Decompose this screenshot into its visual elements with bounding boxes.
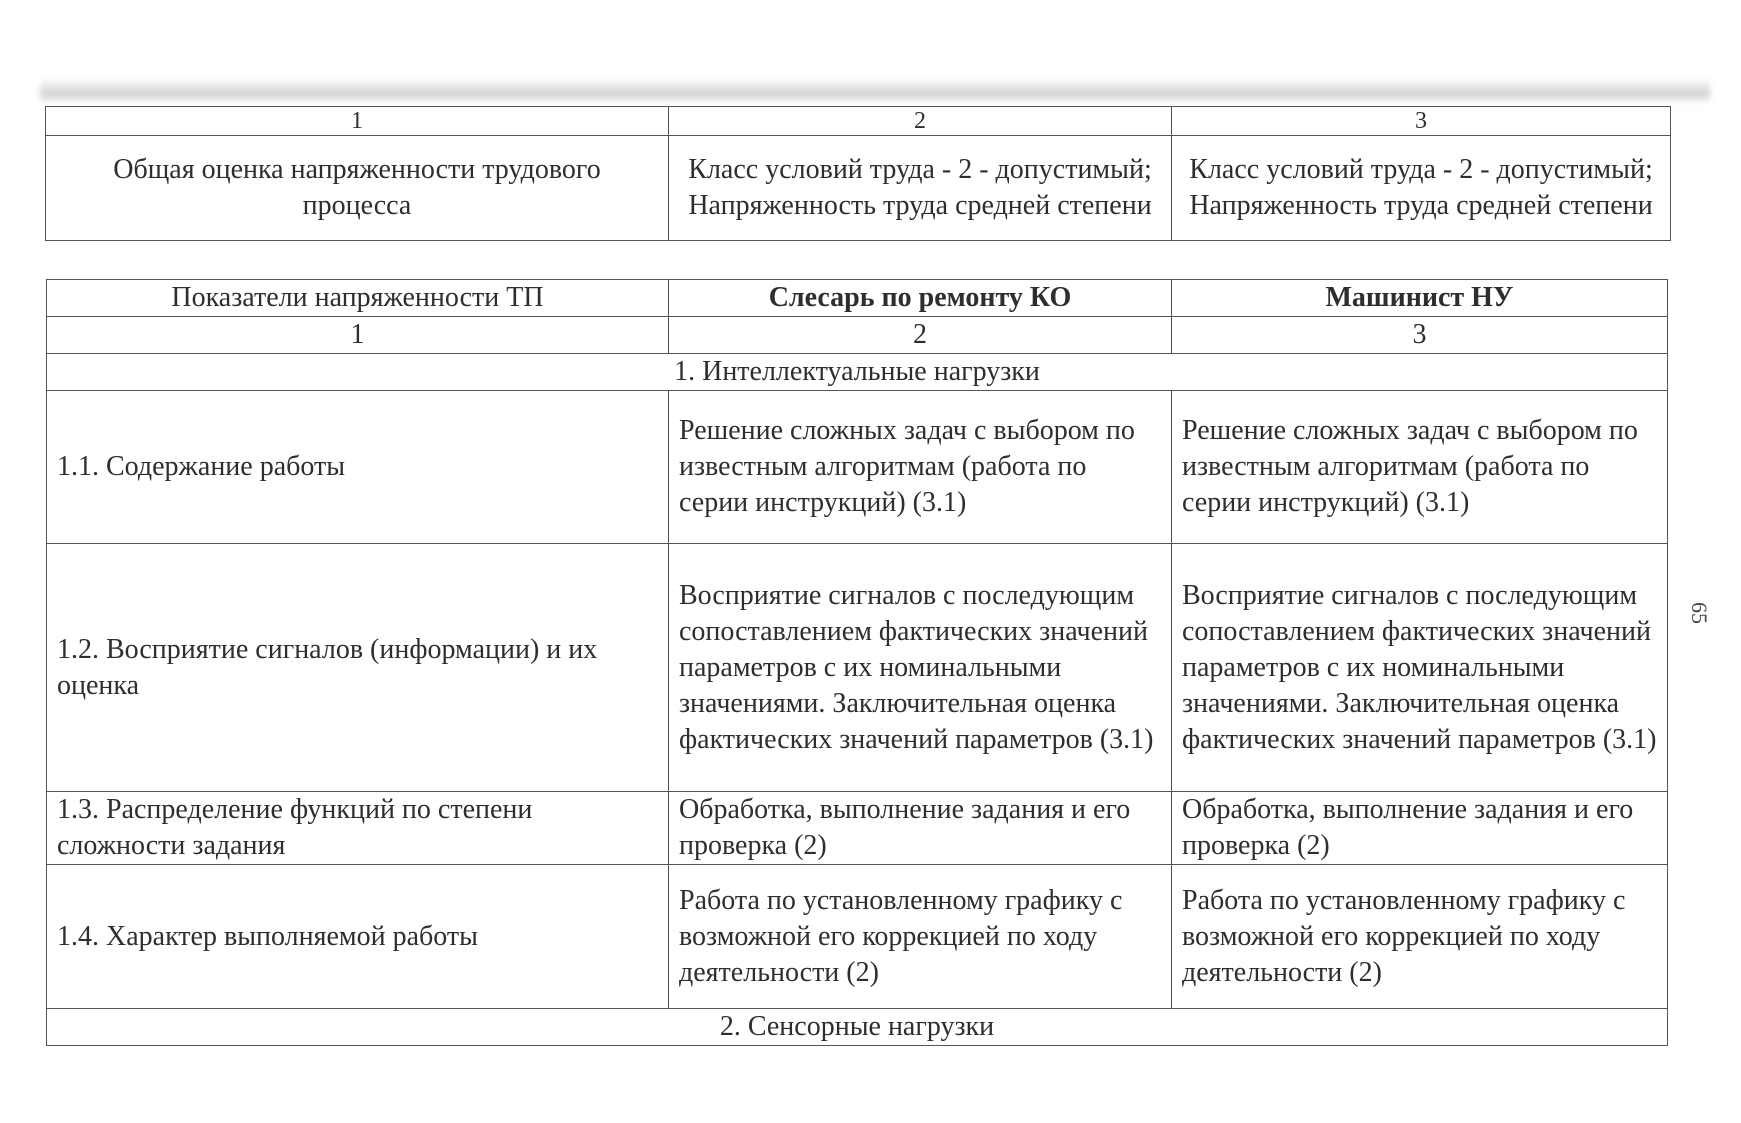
section-row — [47, 1009, 1668, 1046]
section-intellectual: 1. Интеллектуальные нагрузки — [47, 354, 1668, 391]
column-number-2: 2 — [669, 107, 1172, 136]
row-col2: Восприятие сигналов с последующим сопоставлением фактических значений параметров с их номинальными значениями. Заключительная оценка фактических значений параметров (3.1) — [669, 544, 1172, 792]
column-number-2: 2 — [669, 317, 1172, 354]
row-col2: Обработка, выполнение задания и его проверка (2) — [669, 792, 1172, 865]
tension-indicators-table — [46, 279, 1668, 1046]
row-col3: Восприятие сигналов с последующим сопоставлением фактических значений параметров с их номинальными значениями. Заключительная оценка фактических значений параметров (3.1) — [1172, 544, 1668, 792]
header-col2: Слесарь по ремонту КО — [669, 280, 1172, 317]
row-label: 1.4. Характер выполняемой работы — [47, 865, 669, 1009]
column-number-3: 3 — [1172, 317, 1668, 354]
column-number-3: 3 — [1172, 107, 1671, 136]
row-label: 1.3. Распределение функций по степени сложности задания — [47, 792, 669, 865]
section-sensory: 2. Сенсорные нагрузки — [47, 1009, 1668, 1046]
page-number: 65 — [1687, 602, 1712, 624]
summary-label: Общая оценка напряженности трудового процесса — [46, 136, 669, 241]
row-label: 1.1. Содержание работы — [47, 391, 669, 544]
row-label: 1.2. Восприятие сигналов (информации) и их оценка — [47, 544, 669, 792]
scan-shadow — [40, 78, 1710, 102]
column-number-row — [46, 107, 1671, 136]
row-col3: Решение сложных задач с выбором по известным алгоритмам (работа по серии инструкций) (3.1) — [1172, 391, 1668, 544]
row-col2: Работа по установленному графику с возможной его коррекцией по ходу деятельности (2) — [669, 865, 1172, 1009]
summary-col2: Класс условий труда - 2 - допустимый; Напряженность труда средней степени — [669, 136, 1172, 241]
table-row — [47, 544, 1668, 792]
column-number-1: 1 — [47, 317, 669, 354]
table-row — [47, 865, 1668, 1009]
row-col2: Решение сложных задач с выбором по известным алгоритмам (работа по серии инструкций) (3.1) — [669, 391, 1172, 544]
row-col3: Работа по установленному графику с возможной его коррекцией по ходу деятельности (2) — [1172, 865, 1668, 1009]
table-row — [47, 391, 1668, 544]
summary-table — [45, 106, 1671, 241]
table-row — [47, 792, 1668, 865]
header-row — [47, 280, 1668, 317]
section-row — [47, 354, 1668, 391]
header-col3: Машинист НУ — [1172, 280, 1668, 317]
column-number-1: 1 — [46, 107, 669, 136]
summary-row — [46, 136, 1671, 241]
column-number-row — [47, 317, 1668, 354]
summary-col3: Класс условий труда - 2 - допустимый; Напряженность труда средней степени — [1172, 136, 1671, 241]
row-col3: Обработка, выполнение задания и его проверка (2) — [1172, 792, 1668, 865]
header-indicators: Показатели напряженности ТП — [47, 280, 669, 317]
